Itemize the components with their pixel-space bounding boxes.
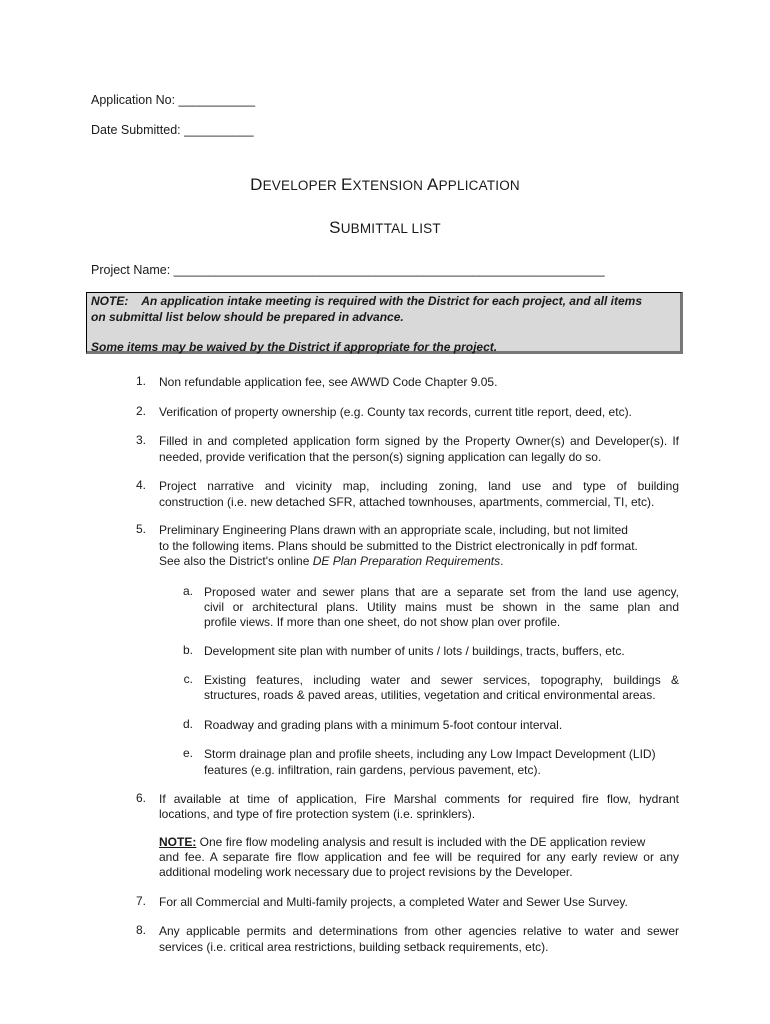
project-name-field: Project Name: ______________________________________________________________ xyxy=(91,263,605,277)
list-item-line: See also the District's online DE Plan Preparation Requirements. xyxy=(159,554,504,568)
subitem-line: Storm drainage plan and profile sheets, including any Low Impact Development (LID) xyxy=(204,747,656,761)
list-item-line: services (i.e. critical area restrictions, building setback requirements, etc). xyxy=(159,940,549,954)
list-item-line: If available at time of application, Fire Marshal comments for required fire flow, hydrant xyxy=(159,792,679,806)
item-number: 4. xyxy=(135,478,146,492)
item-number: 1. xyxy=(135,374,146,388)
subitem-letter: b. xyxy=(182,643,193,657)
list-item-line: Project narrative and vicinity map, including zoning, land use and type of building xyxy=(159,479,679,493)
list-item-line: to the following items. Plans should be submitted to the District electronically in pdf format. xyxy=(159,539,638,553)
list-item-line: Any applicable permits and determinations from other agencies relative to water and sewer xyxy=(159,924,679,938)
subitem-line: features (e.g. infiltration, rain gardens, pervious pavement, etc). xyxy=(204,763,541,777)
item-number: 8. xyxy=(135,923,146,937)
list-item: Non refundable application fee, see AWWD Code Chapter 9.05. xyxy=(159,375,498,389)
item-number: 6. xyxy=(135,791,146,805)
item-number: 3. xyxy=(135,433,146,447)
subitem-line: Proposed water and sewer plans that are a separate set from the land use agency, xyxy=(204,585,679,599)
subitem-letter: d. xyxy=(182,717,193,731)
item-number: 7. xyxy=(135,894,146,908)
fire-flow-note-line: additional modeling work necessary due to project revisions by the Developer. xyxy=(159,865,573,879)
plan-requirements-reference: DE Plan Preparation Requirements xyxy=(312,554,501,568)
subitem-line: Existing features, including water and sewer services, topography, buildings & xyxy=(204,673,679,687)
note-line-3: Some items may be waived by the District if appropriate for the project. xyxy=(91,340,498,354)
document-subtitle: SUBMITTAL LIST xyxy=(329,218,441,237)
list-item: Verification of property ownership (e.g. County tax records, current title report, deed, etc). xyxy=(159,405,632,419)
subitem-letter: a. xyxy=(182,584,193,598)
application-no-field: Application No: ___________ xyxy=(91,93,256,107)
item-number: 2. xyxy=(135,404,146,418)
item-number: 5. xyxy=(135,522,146,536)
list-item-line: Filled in and completed application form signed by the Property Owner(s) and Developer(s). If xyxy=(159,434,679,448)
note-line-2: on submittal list below should be prepared in advance. xyxy=(91,310,404,324)
list-item-line: construction (i.e. new detached SFR, attached townhouses, apartments, commercial, TI, etc). xyxy=(159,495,655,509)
list-item-line: Preliminary Engineering Plans drawn with an appropriate scale, including, but not limited xyxy=(159,523,628,537)
subitem-line: civil or architectural plans. Utility mains must be shown in the same plan and xyxy=(204,600,679,614)
subitem-line: profile views. If more than one sheet, do not show plan over profile. xyxy=(204,615,561,629)
list-item-line: locations, and type of fire protection system (i.e. sprinklers). xyxy=(159,807,476,821)
subitem-line: Roadway and grading plans with a minimum 5-foot contour interval. xyxy=(204,718,563,732)
fire-flow-note-line: NOTE: One fire flow modeling analysis and result is included with the DE application review xyxy=(159,835,646,849)
fire-flow-note-line: and fee. A separate fire flow application and fee will be required for any early review or any xyxy=(159,850,679,864)
date-submitted-field: Date Submitted: __________ xyxy=(91,123,254,137)
note-line-1: NOTE: An application intake meeting is required with the District for each project, and all items xyxy=(91,294,642,308)
list-item-line: needed, provide verification that the person(s) signing application can legally do so. xyxy=(159,450,602,464)
subitem-letter: c. xyxy=(183,672,193,686)
subitem-letter: e. xyxy=(182,746,193,760)
list-item: For all Commercial and Multi-family projects, a completed Water and Sewer Use Survey. xyxy=(159,895,628,909)
subitem-line: structures, roads & paved areas, utilities, vegetation and critical environmental areas. xyxy=(204,688,656,702)
document-title: DEVELOPER EXTENSION APPLICATION xyxy=(250,175,520,194)
subitem-line: Development site plan with number of units / lots / buildings, tracts, buffers, etc. xyxy=(204,644,625,658)
fire-flow-note-label: NOTE: xyxy=(159,835,197,849)
